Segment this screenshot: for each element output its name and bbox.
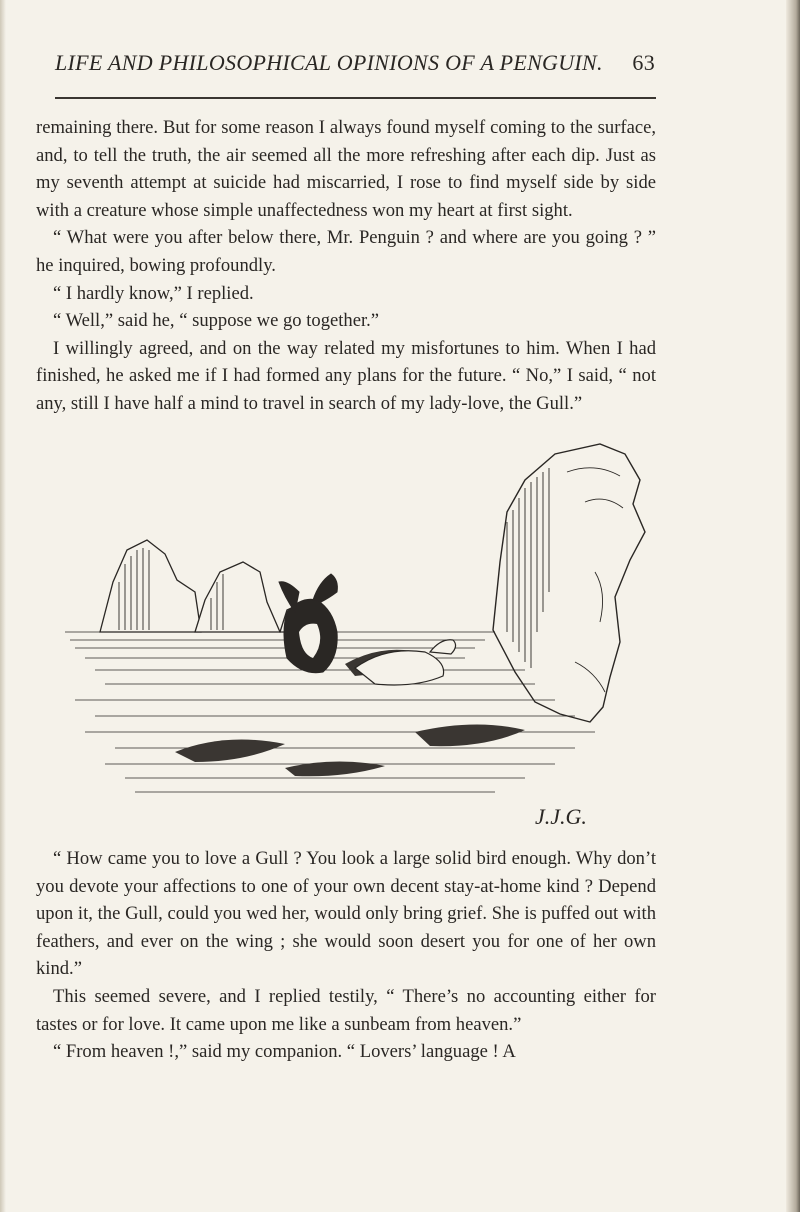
- penguin-illustration: [55, 432, 655, 832]
- paragraph: “ How came you to love a Gull ? You look a large solid bird enough. Why don’t you devote your affections to one of your own decent stay-at-home kind ? Depend upon it, the Gull, could you wed her, would only bring grief. She is puffed out with feathers, and ever on the wing ; she would soon desert you for one of her own kind.”: [36, 848, 656, 980]
- page-edge-left: [0, 0, 6, 1212]
- page-edge-right: [786, 0, 800, 1212]
- body-text-top: [36, 114, 656, 418]
- page-number: 63: [632, 50, 655, 75]
- body-text-bottom: [36, 845, 656, 1066]
- header-rule: [55, 97, 656, 99]
- running-header: [55, 50, 655, 76]
- paragraph: remaining there. But for some reason I always found myself coming to the surface, and, to tell the truth, the air seemed all the more refreshing after each dip. Just as my seventh attempt at suicide had miscarried, I rose to find myself side by side with a creature whose simple unaffectedness won my heart at first sight.: [36, 117, 656, 221]
- penguin-engraving: [55, 432, 655, 832]
- paragraph: “ I hardly know,” I replied.: [53, 282, 254, 304]
- paragraph: This seemed severe, and I replied testily, “ There’s no accounting either for tastes or for love. It came upon me like a sunbeam from heaven.”: [36, 985, 656, 1035]
- paragraph: “ What were you after below there, Mr. Penguin ? and where are you going ? ” he inquired, bowing profoundly.: [36, 227, 656, 276]
- running-title: LIFE AND PHILOSOPHICAL OPINIONS OF A PENGUIN.: [55, 50, 603, 75]
- paragraph: “ Well,” said he, “ suppose we go together.”: [53, 310, 380, 332]
- artist-signature: J.J.G.: [535, 804, 587, 829]
- paragraph: “ From heaven !,” said my companion. “ Lovers’ language ! A: [53, 1041, 516, 1063]
- paragraph: I willingly agreed, and on the way related my misfortunes to him. When I had finished, he asked me if I had formed any plans for the future. “ No,” I said, “ not any, still I have half a mind to travel in search of my lady-love, the Gull.”: [36, 337, 656, 414]
